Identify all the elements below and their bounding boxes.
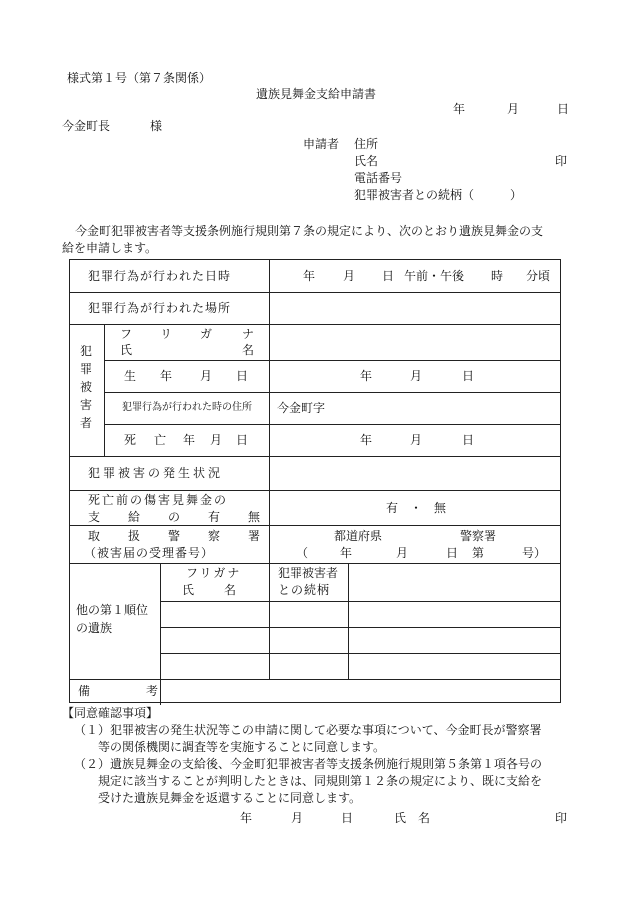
consent-sign-day: 日	[341, 811, 354, 825]
consent-sign-month: 月	[291, 811, 304, 825]
crime-datetime-minute: 分頃	[526, 269, 551, 283]
crime-place-label: 犯罪行為が行われた場所	[88, 301, 232, 315]
form-number: 様式第１号（第７条関係）	[67, 71, 212, 85]
applicant-seal-mark: 印	[555, 154, 568, 168]
consent-item2-line1: （２）遺族見舞金の支給後、今金町犯罪被害者等支援条例施行規則第５条第１項各号の	[74, 757, 543, 771]
victim-address-value: 今金町字	[277, 401, 326, 415]
date-month-label: 月	[507, 102, 520, 116]
consent-item1-line2: 等の関係機関に調査等を実施することに同意します。	[98, 740, 386, 754]
consent-sign-year: 年	[240, 811, 253, 825]
intro-text-line1: 今金町犯罪被害者等支援条例施行規則第７条の規定により、次のとおり遺族見舞金の支	[75, 224, 544, 238]
applicant-relation-label: 犯罪被害者との続柄（ ）	[354, 188, 523, 202]
applicant-phone-label: 電話番号	[354, 171, 403, 185]
crime-datetime-day: 日	[382, 269, 395, 283]
crime-datetime-label: 犯罪行為が行われた日時	[88, 269, 232, 283]
addressee: 今金町長	[62, 119, 111, 133]
crime-datetime-ampm: 午前・午後	[404, 269, 465, 283]
consent-heading: 【同意確認事項】	[62, 706, 159, 720]
document-title: 遺族見舞金支給申請書	[256, 87, 377, 101]
prior-payment-value: 有 ・ 無	[386, 501, 447, 515]
consent-item2-line3: 受けた遺族見舞金を返還することに同意します。	[98, 791, 362, 805]
crime-datetime-year: 年	[303, 269, 316, 283]
victim-address-label: 犯罪行為が行われた時の住所	[122, 402, 252, 413]
other-bereaved-label-2: の遺族	[76, 621, 113, 635]
consent-sign-seal: 印	[555, 811, 568, 825]
crime-situation-label: 犯罪被害の発生状況	[88, 466, 224, 480]
crime-datetime-month: 月	[343, 269, 356, 283]
police-station-value: 警察署	[460, 529, 497, 543]
police-prefecture-value: 都道府県	[334, 529, 383, 543]
date-year-label: 年	[453, 102, 466, 116]
victim-group-label: 犯 罪 被 害 者	[79, 344, 92, 430]
applicant-address-label: 住所	[354, 137, 379, 151]
other-bereaved-relation-header-2: との続柄	[278, 583, 331, 597]
other-bereaved-relation-header-1: 犯罪被害者	[278, 566, 339, 580]
other-bereaved-furigana-header: フリガナ	[186, 566, 242, 580]
consent-sign-name-1: 氏	[394, 811, 407, 825]
prior-payment-label-1: 死亡前の傷害見舞金の	[88, 493, 229, 507]
crime-datetime-hour: 時	[491, 269, 504, 283]
other-bereaved-label-1: 他の第１順位	[76, 603, 149, 617]
consent-item2-line2: 規定に該当することが判明したときは、同規則第１２条の規定により、既に支給を	[98, 774, 543, 788]
police-report-number-label: （被害届の受理番号）	[84, 546, 215, 560]
consent-item1-line1: （１）犯罪被害の発生状況等この申請に関して必要な事項について、今金町長が警察署	[74, 723, 542, 737]
date-day-label: 日	[557, 102, 570, 116]
applicant-label: 申請者	[303, 137, 340, 151]
intro-text-line2: 給を申請します。	[62, 241, 158, 255]
applicant-name-label: 氏名	[354, 154, 379, 168]
consent-sign-name-2: 名	[418, 811, 431, 825]
other-bereaved-name-header: 氏 名	[182, 583, 239, 597]
application-table: 犯罪行為が行われた日時 年 月 日 午前・午後 時 分頃 犯罪行為が行われた場所 犯 罪 被 害 者 フ リ ガ ナ 氏 名 生 年 月 日 年 月 日 犯罪行為が行われた時の住所 今金町字 死 亡 年 月 日 年 月 日 犯罪被害の発生状況 死亡前の傷害見舞金の 支 給 の 有 無 有 ・ 無 取 扱 警 察 署 （被害届の受理番号） 都道府県 警察署 （ 年 月 日 第 号） 他の第１順位 の遺族 フリガナ 氏 名 犯罪被害者 との続柄 備 考	[69, 259, 561, 703]
honorific: 様	[150, 119, 163, 133]
